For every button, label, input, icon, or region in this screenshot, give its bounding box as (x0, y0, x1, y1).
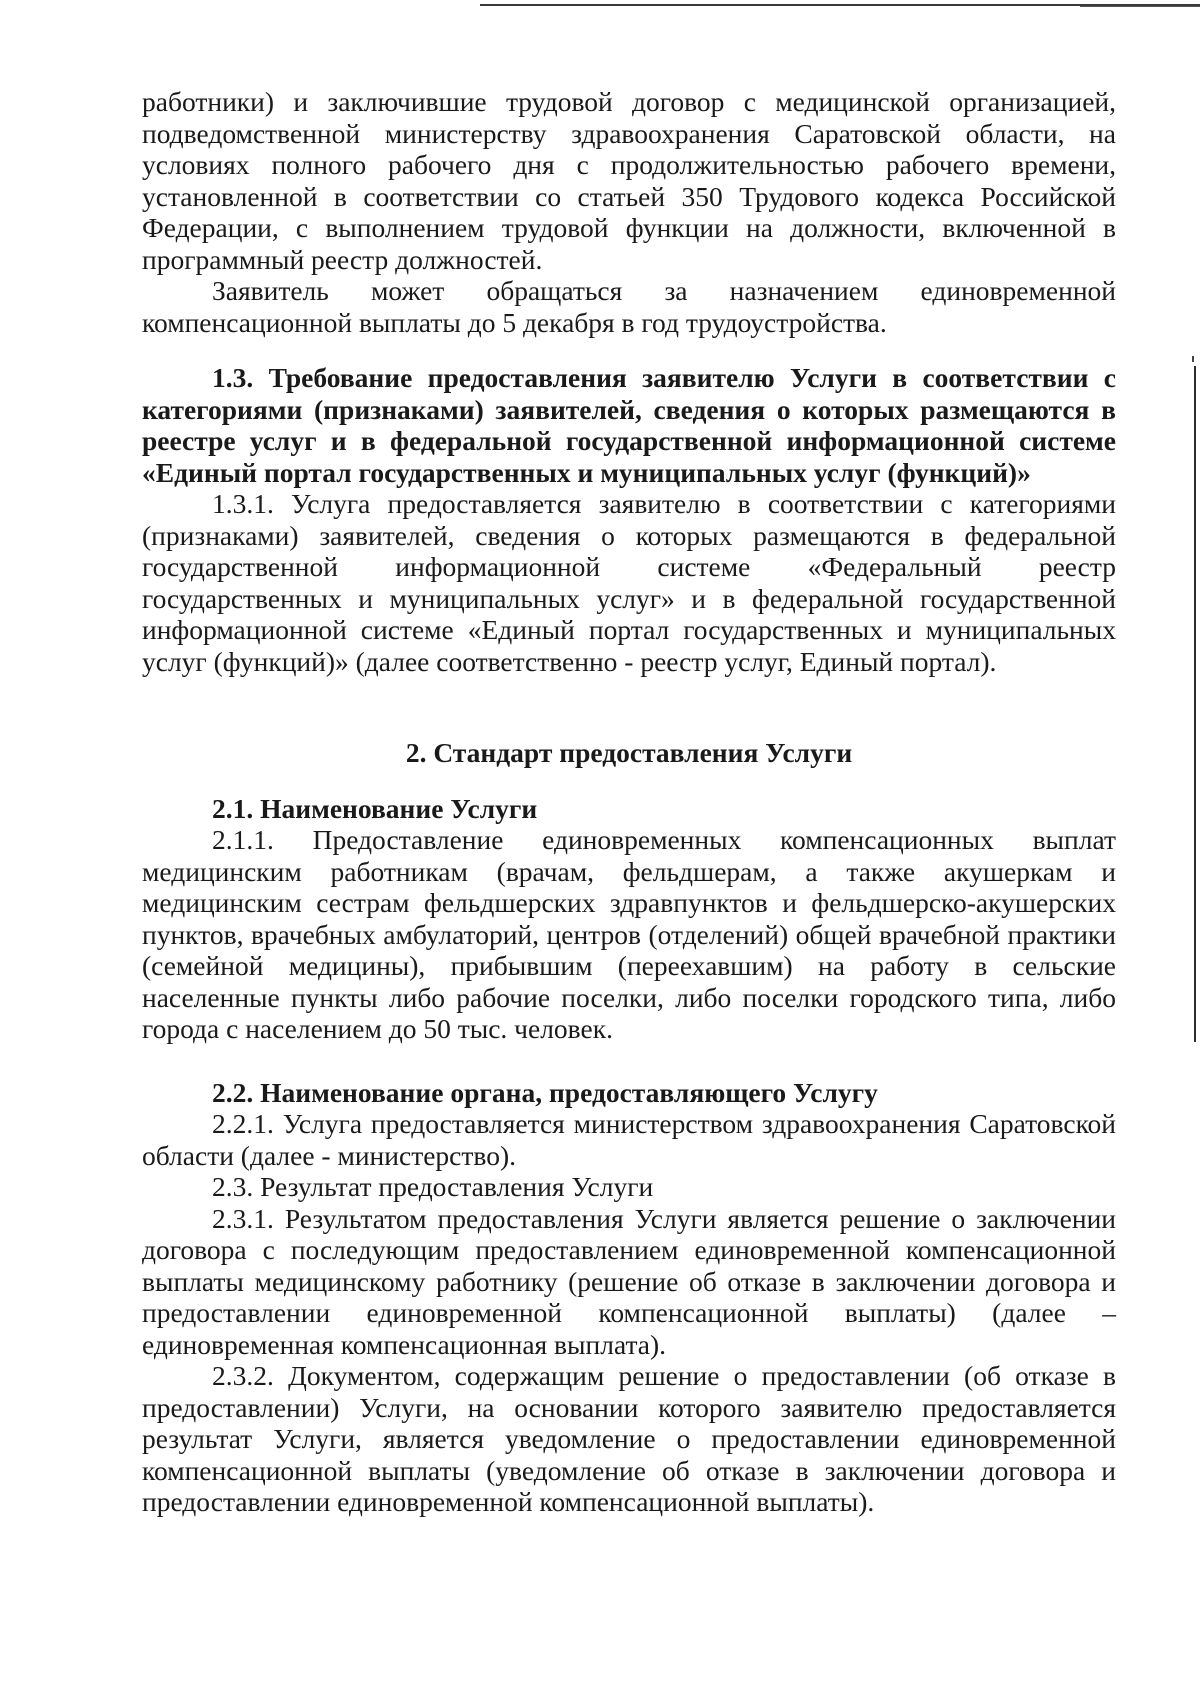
section-heading-2-1: 2.1. Наименование Услуги (212, 792, 538, 824)
paragraph-applicant-deadline: Заявитель может обращаться за назначением единовременной компенсационной выплаты до 5 декабря в год трудоустройства. (142, 275, 1116, 338)
paragraph-2-1-1: 2.1.1. Предоставление единовременных компенсационных выплат медицинским работникам (врачам, фельдшерам, а также акушеркам и медицинским сестрам фельдшерских здравпунктов и фельдшерско-акушерских пунктов, врачебных амбулаторий, центров (отделений) общей врачебной практики (семейной медицины), прибывшим (переехавшим) на работу в сельские населенные пункты либо рабочие поселки, либо поселки городского типа, либо города с населением до 50 тыс. человек. (142, 824, 1116, 1044)
scan-edge-line (1080, 6, 1200, 7)
paragraph-intro: работники) и заключившие трудовой договор с медицинской организацией, подведомственной министерству здравоохранения Саратовской области, на условиях полного рабочего дня с продолжительностью рабочего времени, установленной в соответствии со статьей 350 Трудового кодекса Российской Федерации, с выполнением трудовой функции на должности, включенной в программный реестр должностей. (142, 86, 1116, 275)
paragraph-2-3: 2.3. Результат предоставления Услуги (212, 1171, 654, 1202)
paragraph-2-3-1: 2.3.1. Результатом предоставления Услуги является решение о заключении договора с последующим предоставлением единовременной компенсационной выплаты медицинскому работнику (решение об отказе в заключении договора и предоставлении единовременной компенсационной выплаты) (далее – единовременная компенсационная выплата). (142, 1202, 1116, 1360)
paragraph-1-3-1: 1.3.1. Услуга предоставляется заявителю в соответствии с категориями (признаками) заявителей, сведения о которых размещаются в федеральной государственной информационной системе «Федеральный реестр государственных и муниципальных услуг» и в федеральной государственной информационной системе «Единый портал государственных и муниципальных услуг (функций)» (далее соответственно - реестр услуг, Единый портал). (142, 488, 1116, 677)
paragraph-2-3-2: 2.3.2. Документом, содержащим решение о предоставлении (об отказе в предоставлении) Услуги, на основании которого заявителю предоставляется результат Услуги, является уведомление о предоставлении единовременной компенсационной выплаты (уведомление об отказе в заключении договора и предоставлении единовременной компенсационной выплаты). (142, 1360, 1116, 1517)
scan-edge-mark (1192, 356, 1194, 362)
chapter-heading-2: 2. Стандарт предоставления Услуги (405, 737, 853, 768)
scan-edge-line (1194, 366, 1196, 1042)
document-body (142, 86, 1116, 1518)
section-heading-1-3: 1.3. Требование предоставления заявителю Услуги в соответствии с категориями (признаками) заявителей, сведения о которых размещаются в реестре услуг и в федеральной государственной информационной системе «Единый портал государственных и муниципальных услуг (функций)» (142, 362, 1116, 488)
section-heading-2-2: 2.2. Наименование органа, предоставляющего Услугу (212, 1076, 878, 1108)
paragraph-2-2-1: 2.2.1. Услуга предоставляется министерством здравоохранения Саратовской области (далее - министерство). (142, 1108, 1116, 1171)
